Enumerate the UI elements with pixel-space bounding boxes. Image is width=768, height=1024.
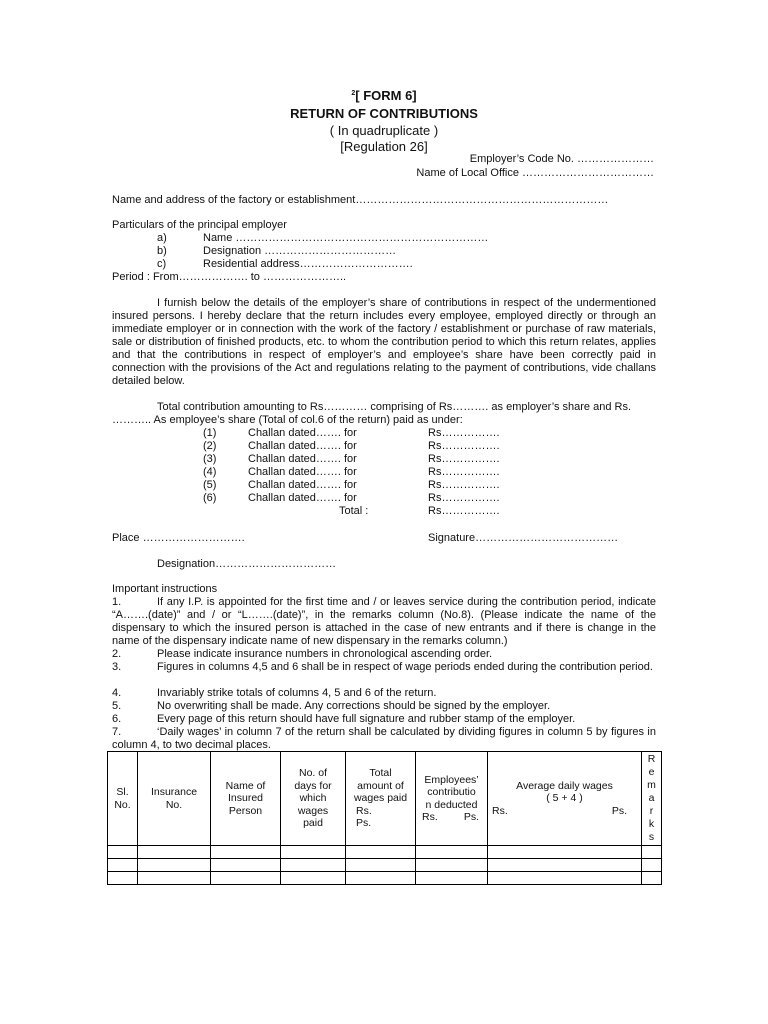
col-insurance-line2: No. — [165, 798, 183, 811]
table-cell[interactable] — [211, 846, 281, 859]
table-cell[interactable] — [281, 872, 346, 885]
instruction-number: 1. — [112, 596, 122, 608]
col-insurance-no — [138, 752, 211, 846]
principal-item-letter: a) — [157, 232, 167, 244]
challan-label: Challan dated……. for — [248, 479, 357, 491]
table-cell[interactable] — [416, 872, 488, 885]
col-days-paid — [281, 752, 346, 846]
table-cell[interactable] — [211, 872, 281, 885]
table-cell[interactable] — [108, 872, 138, 885]
instruction-item — [112, 661, 656, 674]
place-field: Place ………………………. — [112, 532, 245, 544]
col-name-line2: Insured — [227, 792, 264, 805]
col-days-line4: wages — [297, 804, 329, 817]
challan-number: (3) — [203, 453, 217, 465]
form-number — [0, 89, 768, 104]
form-copies: ( In quadruplicate ) — [329, 123, 439, 138]
table-cell[interactable] — [346, 846, 416, 859]
remarks-letter: m — [647, 779, 656, 791]
table-cell[interactable] — [138, 846, 211, 859]
instruction-number: 7. — [112, 726, 122, 738]
table-cell[interactable] — [138, 872, 211, 885]
col-name-insured — [211, 752, 281, 846]
challan-number: (5) — [203, 479, 217, 491]
table-cell[interactable] — [488, 872, 642, 885]
instruction-text: ‘Daily wages’ in column 7 of the return shall be calculated by dividing figures in column 5 by figures in column 4, to two decimal places. — [112, 726, 656, 751]
col-sl-no — [108, 752, 138, 846]
instruction-item — [112, 713, 656, 726]
challan-label: Challan dated……. for — [248, 427, 357, 439]
table-cell[interactable] — [211, 859, 281, 872]
instruction-text: Figures in columns 4,5 and 6 shall be in respect of wage periods ended during the contribution period. — [157, 661, 653, 673]
challan-total-amount: Rs……………. — [428, 505, 500, 517]
local-office-line: Name of Local Office ……………………………… — [416, 167, 654, 179]
col-days-line1: No. of — [298, 767, 327, 780]
col-avg-rs: Rs. — [492, 804, 508, 817]
form-title: RETURN OF CONTRIBUTIONS — [290, 106, 478, 121]
remarks-letter: R — [647, 753, 656, 765]
challan-amount: Rs……………. — [428, 492, 500, 504]
form-superscript: 2 — [351, 90, 356, 97]
table-row — [108, 872, 662, 885]
challan-label: Challan dated……. for — [248, 440, 357, 452]
col-emp-line3: n deducted — [425, 798, 478, 811]
designation-field: Designation…………………………… — [157, 558, 337, 570]
col-total-ps: Ps. — [356, 817, 372, 830]
instruction-number: 5. — [112, 700, 122, 712]
form-number-text: [ FORM 6] — [355, 88, 417, 103]
table-cell[interactable] — [281, 859, 346, 872]
table-cell[interactable] — [346, 872, 416, 885]
instruction-item — [112, 687, 656, 700]
instruction-number: 2. — [112, 648, 122, 660]
instruction-item — [112, 726, 656, 752]
challan-number: (1) — [203, 427, 217, 439]
table-cell[interactable] — [138, 859, 211, 872]
col-total-line1: Total — [369, 767, 392, 780]
col-insurance-line1: Insurance — [150, 786, 198, 798]
table-cell[interactable] — [281, 846, 346, 859]
col-total-line2: amount of — [357, 779, 404, 792]
contributions-table — [107, 751, 662, 885]
instruction-text: Please indicate insurance numbers in chronological ascending order. — [157, 648, 493, 660]
challan-amount: Rs……………. — [428, 466, 500, 478]
col-name-line1: Name of — [225, 779, 266, 792]
col-avg-line2: ( 5 + 4 ) — [546, 792, 583, 805]
table-cell[interactable] — [416, 859, 488, 872]
principal-item-letter: c) — [157, 258, 167, 270]
table-cell[interactable] — [642, 872, 662, 885]
table-cell[interactable] — [346, 859, 416, 872]
instruction-number: 4. — [112, 687, 122, 699]
col-avg-line1: Average daily wages — [516, 779, 613, 792]
col-sl-no-line1: Sl. — [116, 786, 129, 798]
instruction-text: Every page of this return should have full signature and rubber stamp of the employer. — [157, 713, 576, 725]
remarks-letter: e — [648, 766, 655, 778]
principal-item-letter: b) — [157, 245, 167, 257]
col-avg-rs-ps — [490, 805, 639, 818]
table-cell[interactable] — [108, 846, 138, 859]
remarks-letter: k — [648, 818, 655, 830]
challan-label: Challan dated……. for — [248, 492, 357, 504]
col-avg-ps: Ps. — [611, 804, 627, 817]
challan-number: (4) — [203, 466, 217, 478]
instruction-number: 3. — [112, 661, 122, 673]
challan-amount: Rs……………. — [428, 427, 500, 439]
col-employee-contribution — [416, 752, 488, 846]
instruction-item — [112, 596, 656, 648]
instruction-item — [112, 700, 656, 713]
remarks-letter: s — [648, 831, 655, 843]
challan-number: (2) — [203, 440, 217, 452]
remarks-letter: a — [648, 792, 655, 804]
table-cell[interactable] — [642, 859, 662, 872]
col-emp-ps: Ps. — [463, 811, 479, 823]
table-cell[interactable] — [416, 846, 488, 859]
principal-item-text: Designation ……………………………… — [203, 245, 397, 257]
factory-line: Name and address of the factory or establishment…………………………………………………………… — [112, 194, 609, 206]
table-row — [108, 846, 662, 859]
col-emp-rs: Rs. — [422, 811, 438, 823]
col-emp-line1: Employees’ — [424, 773, 479, 786]
col-avg-daily-wages — [488, 752, 642, 846]
principal-item-text: Residential address…………………………. — [203, 258, 413, 270]
table-cell[interactable] — [488, 846, 642, 859]
challan-amount: Rs……………. — [428, 453, 500, 465]
col-sl-no-line2: No. — [114, 798, 131, 811]
col-days-line3: which — [299, 792, 327, 805]
challan-label: Challan dated……. for — [248, 466, 357, 478]
col-remarks — [642, 752, 662, 846]
table-cell[interactable] — [108, 859, 138, 872]
col-emp-line2: contributio — [427, 786, 476, 798]
employee-share-line: ……….. As employee’s share (Total of col.6 of the return) paid as under: — [112, 414, 463, 426]
period-line: Period : From………………. to ………………….. — [112, 271, 347, 283]
principal-item-text: Name …………………………………………………………… — [203, 232, 489, 244]
col-days-line2: days for — [294, 779, 332, 792]
total-contribution-line: Total contribution amounting to Rs………… comprising of Rs………. as employer’s share and Rs. — [157, 401, 632, 413]
principal-heading: Particulars of the principal employer — [112, 219, 287, 231]
signature-field: Signature………………………………… — [428, 532, 619, 544]
challan-number: (6) — [203, 492, 217, 504]
instruction-text: Invariably strike totals of columns 4, 5 and 6 of the return. — [157, 687, 437, 699]
col-total-wages — [346, 752, 416, 846]
instructions-heading: Important instructions — [112, 583, 218, 595]
col-total-rs: Rs. — [356, 804, 372, 817]
col-days-line5: paid — [303, 817, 323, 830]
challan-label: Challan dated……. for — [248, 453, 357, 465]
employer-code-line: Employer’s Code No. ………………… — [469, 153, 654, 165]
table-header-row — [108, 752, 662, 846]
instruction-text: If any I.P. is appointed for the first time and / or leaves service during the contribution period, indicate “A…….(date)” and / or “L…….(date)”, in the remarks column (No.8). (Please indicate the name of the dispensary to which the insured person is attached in the case of new entrants and if there is change in the name of the dispensary indicate name of new dispensary in the remarks column.) — [112, 596, 656, 647]
col-emp-rs-ps — [418, 811, 485, 824]
col-total-line3: wages paid — [353, 792, 408, 805]
instruction-item — [112, 648, 656, 661]
challan-amount: Rs……………. — [428, 440, 500, 452]
col-name-line3: Person — [228, 804, 263, 817]
instruction-text: No overwriting shall be made. Any corrections should be signed by the employer. — [157, 700, 551, 712]
form-regulation: [Regulation 26] — [340, 139, 428, 154]
table-cell[interactable] — [488, 859, 642, 872]
table-cell[interactable] — [642, 846, 662, 859]
remarks-letter: r — [649, 805, 654, 817]
declaration-paragraph: I furnish below the details of the employer’s share of contributions in respect of the undermentioned insured persons. I hereby declare that the return includes every employee, employed directly or through an immediate employer or in connection with the work of the factory / establishment or purchase of raw materials, sale or distribution of finished products, etc. to whom the contribution period to which this return relates, applies and that the contributions in respect of employer’s and employee’s share have been correctly paid in connection with the provisions of the Act and regulations relating to the payment of contributions, vide challans detailed below. — [112, 297, 656, 387]
challan-total-label: Total : — [339, 505, 369, 517]
instruction-number: 6. — [112, 713, 122, 725]
table-row — [108, 859, 662, 872]
challan-amount: Rs……………. — [428, 479, 500, 491]
